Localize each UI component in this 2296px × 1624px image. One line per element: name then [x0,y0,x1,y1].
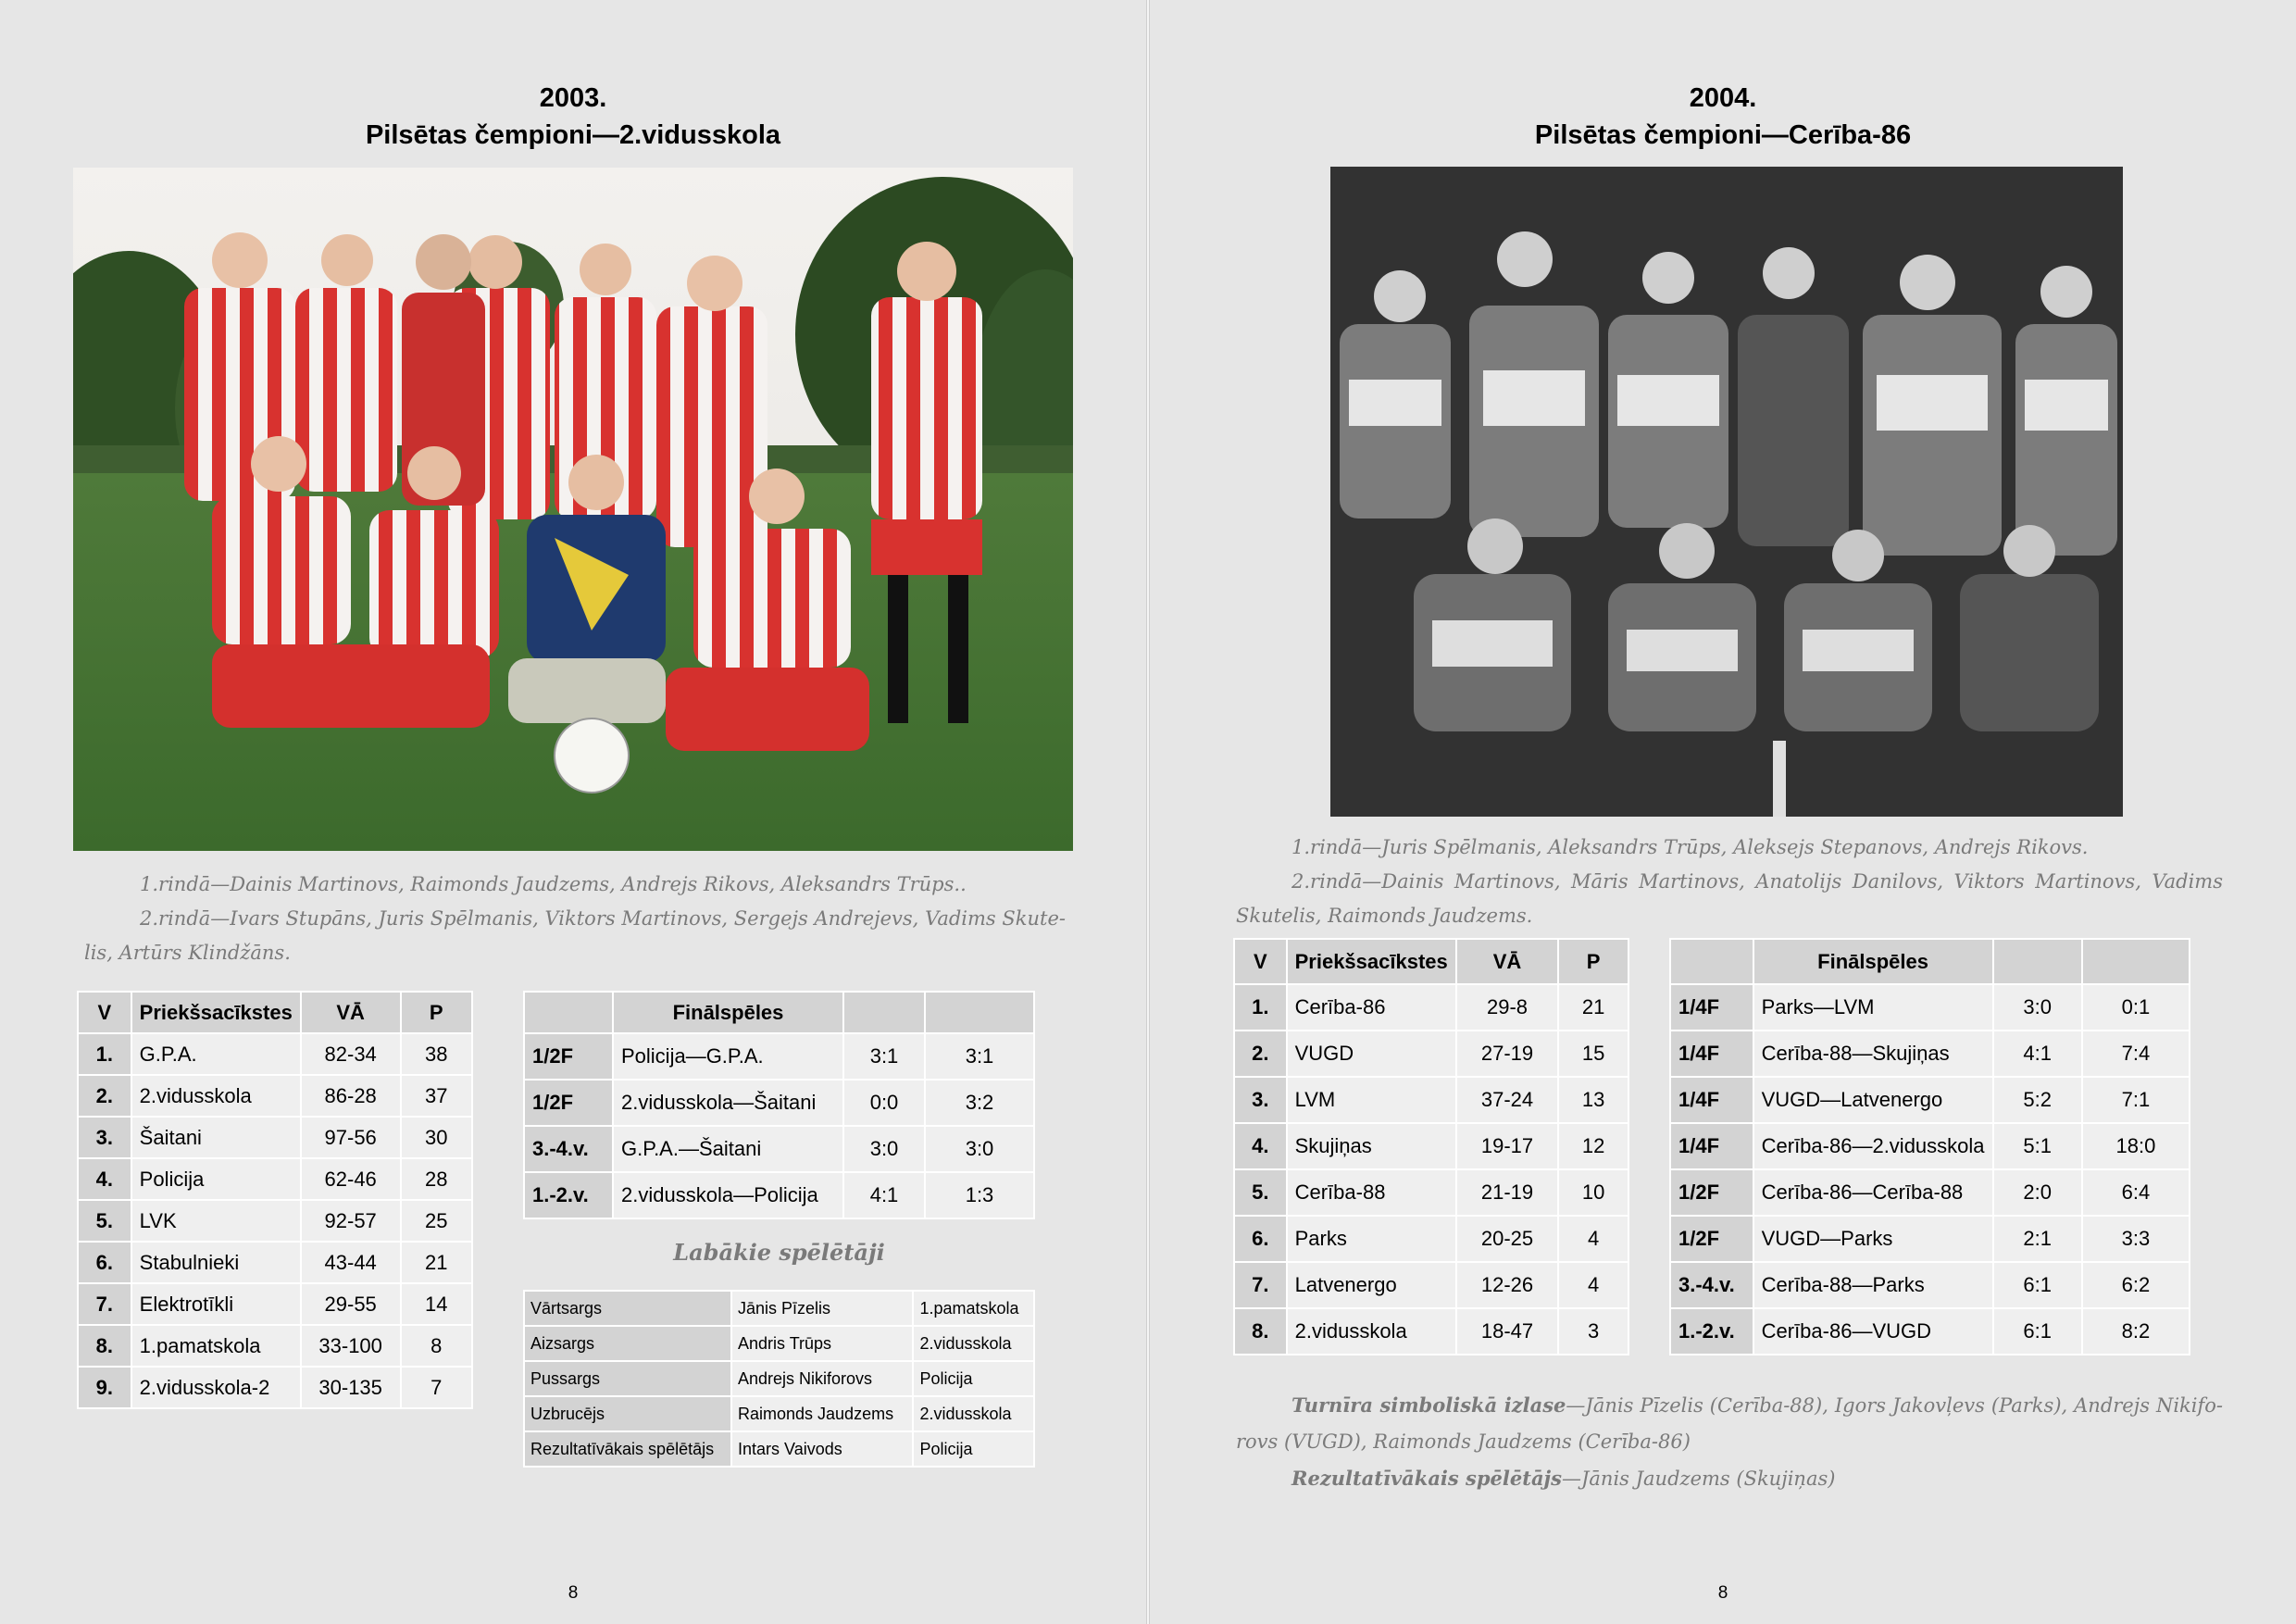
table-row: 2. VUGD 27-19 15 [1235,1031,1628,1076]
table-row: 7. Elektrotīkli 29-55 14 [79,1284,471,1324]
table-row: 1.-2.v. Cerība-86—VUGD 6:1 8:2 [1671,1309,2189,1354]
table-row: 1.-2.v. 2.vidusskola—Policija 4:1 1:3 [525,1173,1033,1218]
table-row: 3.-4.v. G.P.A.—Šaitani 3:0 3:0 [525,1127,1033,1171]
table-row: 1/4F Parks—LVM 3:0 0:1 [1671,985,2189,1030]
finals-header-row [1671,940,2189,983]
table-row: 4. Policija 62-46 28 [79,1159,471,1199]
right-page-number: 8 [1717,1583,1728,1603]
finals-header: Finālspēles [614,993,842,1032]
table-row: 2. 2.vidusskola 86-28 37 [79,1076,471,1116]
left-page-number: 8 [568,1583,579,1603]
right-caption-row1: 1.rindā—Juris Spēlmanis, Aleksandrs Trūps, Aleksejs Stepanovs, Andrejs Rikovs. [1292,836,2089,858]
symbolic-team-label: Turnīra simboliskā izlase [1292,1393,1566,1417]
col-header-team: Priekšsacīkstes [132,993,300,1032]
right-bottom-notes [1236,1387,2223,1497]
right-finals-table [1669,938,2190,1355]
table-row: 8. 1.pamatskola 33-100 8 [79,1326,471,1366]
col-header-points: P [1559,940,1628,983]
table-row: Uzbrucējs Raimonds Jaudzems 2.vidusskola [525,1397,1033,1430]
table-row: 3. Šaitani 97-56 30 [79,1118,471,1157]
right-year: 2004. [1689,83,1757,113]
left-caption-row2: 2.rindā—Ivars Stupāns, Juris Spēlmanis, Viktors Martinovs, Sergejs Andrejevs, Vadims Skute-lis, Artūrs Klindžāns. [84,907,1066,964]
table-row: 5. Cerība-88 21-19 10 [1235,1170,1628,1215]
left-standings-table [77,991,473,1409]
left-champion-title: Pilsētas čempioni—2.vidusskola [365,120,781,150]
best-players-table [523,1290,1035,1468]
table-row: 9. 2.vidusskola-2 30-135 7 [79,1368,471,1407]
left-finals-table [523,991,1035,1219]
finals-header-row [525,993,1033,1032]
col-header-goals: VĀ [1457,940,1558,983]
left-page [0,0,1146,1624]
table-row: 1. G.P.A. 82-34 38 [79,1034,471,1074]
right-photo-caption [1236,831,2223,933]
right-page [1150,0,2296,1624]
table-row: Rezultatīvākais spēlētājs Intars Vaivods Policija [525,1432,1033,1466]
table-row: 1/4F Cerība-86—2.vidusskola 5:1 18:0 [1671,1124,2189,1168]
table-row: Pussargs Andrejs Nikiforovs Policija [525,1362,1033,1395]
table-row: 5. LVK 92-57 25 [79,1201,471,1241]
table-row: 1/4F Cerība-88—Skujiņas 4:1 7:4 [1671,1031,2189,1076]
right-champion-title: Pilsētas čempioni—Cerība-86 [1534,120,1912,150]
table-row: Aizsargs Andris Trūps 2.vidusskola [525,1327,1033,1360]
standings-header-row [1235,940,1628,983]
top-scorer-text: —Jānis Jaudzems (Skujiņas) [1561,1468,1836,1490]
col-header-goals: VĀ [302,993,400,1032]
col-header-rank: V [1235,940,1286,983]
table-row: 4. Skujiņas 19-17 12 [1235,1124,1628,1168]
table-row: 6. Stabulnieki 43-44 21 [79,1243,471,1282]
table-row: 8. 2.vidusskola 18-47 3 [1235,1309,1628,1354]
right-caption-row2: 2.rindā—Dainis Martinovs, Māris Martinovs, Anatolijs Danilovs, Viktors Martinovs, Vadims Skutelis, Raimonds Jaudzems. [1236,870,2223,927]
table-row: 1/2F Cerība-86—Cerība-88 2:0 6:4 [1671,1170,2189,1215]
table-row: Vārtsargs Jānis Pīzelis 1.pamatskola [525,1292,1033,1325]
table-row: 3. LVM 37-24 13 [1235,1078,1628,1122]
col-header-rank: V [79,993,131,1032]
left-caption-row1: 1.rindā—Dainis Martinovs, Raimonds Jaudzems, Andrejs Rikovs, Aleksandrs Trūps.. [140,873,967,895]
left-photo-caption [84,868,1066,970]
table-row: 6. Parks 20-25 4 [1235,1217,1628,1261]
standings-header-row [79,993,471,1032]
top-scorer-label: Rezultatīvākais spēlētājs [1292,1467,1562,1490]
col-header-team: Priekšsacīkstes [1288,940,1455,983]
table-row: 1/2F Policija—G.P.A. 3:1 3:1 [525,1034,1033,1079]
table-row: 7. Latvenergo 12-26 4 [1235,1263,1628,1307]
symbolic-team-text: —Jānis Pīzelis (Cerība-88), Igors Jakovļevs (Parks), Andrejs Nikifo-rovs (VUGD), Raimonds Jaudzems (Cerība-86) [1236,1394,2223,1453]
best-players-title: Labākie spēlētāji [673,1239,885,1266]
top-scorer-note [1236,1460,2223,1497]
right-standings-table [1233,938,1629,1355]
team-photo-2004 [1330,167,2123,817]
left-year: 2003. [539,83,607,113]
table-row: 1/2F 2.vidusskola—Šaitani 0:0 3:2 [525,1081,1033,1125]
table-row: 3.-4.v. Cerība-88—Parks 6:1 6:2 [1671,1263,2189,1307]
symbolic-team-note [1236,1387,2223,1460]
col-header-points: P [402,993,472,1032]
table-row: 1. Cerība-86 29-8 21 [1235,985,1628,1030]
team-photo-2003 [73,168,1073,851]
table-row: 1/4F VUGD—Latvenergo 5:2 7:1 [1671,1078,2189,1122]
finals-header: Finālspēles [1754,940,1992,983]
table-row: 1/2F VUGD—Parks 2:1 3:3 [1671,1217,2189,1261]
